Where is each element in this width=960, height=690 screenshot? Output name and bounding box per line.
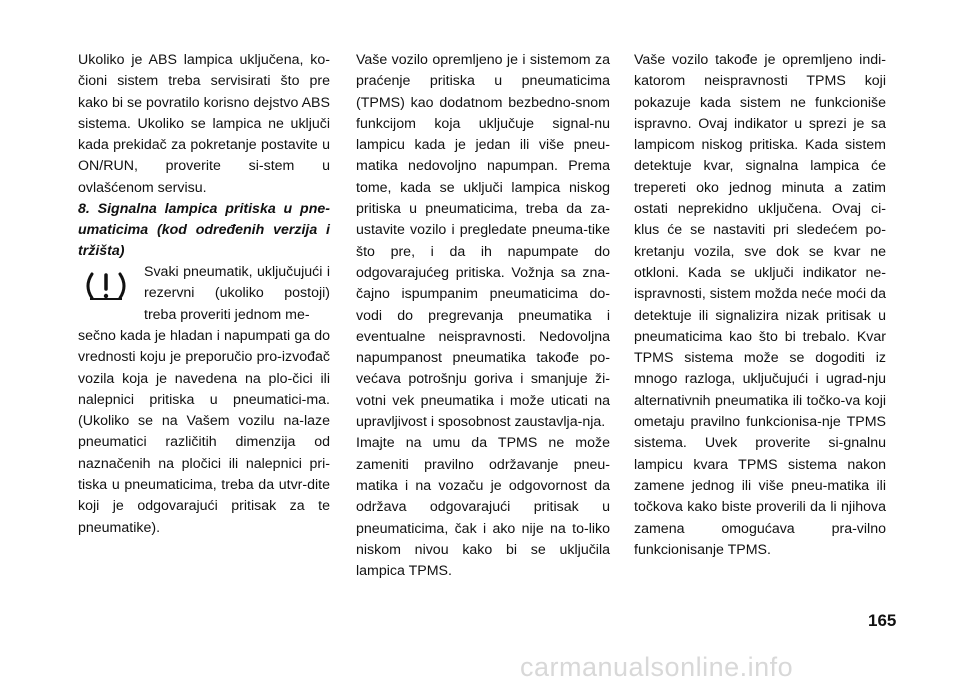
tire-pressure-warning-icon xyxy=(78,266,134,306)
tpms-section-heading: 8. Signalna lampica pritiska u pne-umaticima (kod određenih verzija i tržišta) xyxy=(78,201,330,260)
column-2 xyxy=(356,50,610,582)
tpms-intro-block xyxy=(78,262,330,326)
page-number: 165 xyxy=(868,611,897,630)
watermark: carmanualsonline.info xyxy=(520,652,794,682)
column-1 xyxy=(78,50,330,539)
tpms-system-paragraph: Vaše vozilo opremljeno je i sistemom za praćenje pritiska u pneumaticima (TPMS) kao dodatnom bezbedno-snom funkcijom koja uključuje signal-nu lampicu kada je jedan ili više pneu-matika nedovoljno napumpan. Prema tome, kada se uključi lampica niskog pritiska u pneumaticima, treba da za-ustavite vozilo i pregledate pneuma-tike što pre, i da ih napumpate do odgovarajućeg pritiska. Vožnja sa zna-čajno ispumpanim pneumaticima do-vodi do pregrevanja pneumatika i eventualne neispravnosti. Nedovoljna napumpanost pneumatika takođe po-većava potrošnju goriva i smanjuje ži-votni vek pneumatika i može uticati na upravljivost i sposobnost zaustavlja-nja. xyxy=(356,52,610,431)
abs-paragraph: Ukoliko je ABS lampica uključena, ko-čioni sistem treba servisirati što pre kako bi se povratilo korisno dejstvo ABS sistema. Ukoliko se lampica ne uključi kada prekidač za pokretanje postavite u ON/RUN, proverite si-stem u ovlašćenom servisu. xyxy=(78,52,330,196)
tpms-intro-indented: Svaki pneumatik, uključujući i rezervni (ukoliko postoji) treba proveriti jednom me- xyxy=(144,264,330,323)
tpms-malfunction-paragraph: Vaše vozilo takođe je opremljeno indi-katorom neispravnosti TPMS koji pokazuje kada sistem ne funkcioniše ispravno. Ovaj indikator u sprezi je sa lampicom niskog pritiska. Kada sistem detektuje kvar, signalna lampica će trepereti oko jednog minuta a zatim ostati neprekidno uključena. Ovaj ci-klus će se nastaviti pri sledećem po-kretanju vozila, sve dok se kvar ne otkloni. Kada se uključi indikator ne-ispravnosti, sistem možda neće moći da detektuje ili signalizira nizak pritisak u pneumaticima kao što bi trebalo. Kvar TPMS sistema može se dogoditi iz mnogo razloga, uključujući i ugrad-nju alternativnih pneumatika ili točko-va koji ometaju pravilno funkcionisa-nje TPMS sistema. Uvek proverite si-gnalnu lampicu kvara TPMS sistema nakon zamene jednog ili više pneu-matika ili točkova kako biste proverili da li njihova zamena omogućava pra-vilno funkcionisanje TPMS. xyxy=(634,52,886,558)
tpms-note-paragraph: Imajte na umu da TPMS ne može zameniti pravilno održavanje pneu-matika i na vozaču je odgovornost da održava odgovarajući pritisak u pneumaticima, čak i ako nije na to-liko niskom nivou kako bi se uključila lampica TPMS. xyxy=(356,435,610,580)
tpms-intro-continued: sečno kada je hladan i napumpati ga do vrednosti koju je preporučio pro-izvođač vozila koja je navedena na plo-čici ili nalepnici pritiska u pneumatici-ma. (Ukoliko se na Vašem vozilu na-laze pneumatici različitih dimenzija od naznačenih na pločici ili nalepnici pri-tiska u pneumaticima, treba da utvr-dite koji je odgovarajući pritisak za te pneumatike). xyxy=(78,327,330,536)
column-3 xyxy=(634,50,886,561)
